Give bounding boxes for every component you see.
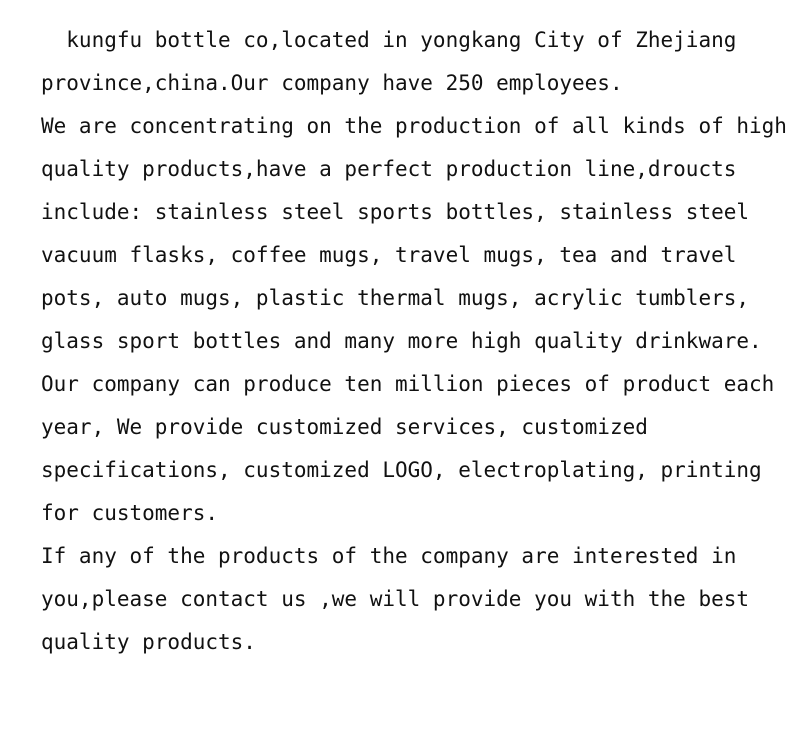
- text-line: year, We provide customized services, customized: [41, 415, 648, 439]
- text-line: We are concentrating on the production of all kinds of high: [41, 114, 787, 138]
- text-line: pots, auto mugs, plastic thermal mugs, acrylic tumblers,: [41, 286, 750, 310]
- text-line: vacuum flasks, coffee mugs, travel mugs, tea and travel: [41, 243, 737, 267]
- text-line: for customers.: [41, 501, 219, 525]
- text-line: specifications, customized LOGO, electroplating, printing: [41, 458, 762, 482]
- text-line: kungfu bottle co,located in yongkang City of Zhejiang: [41, 28, 737, 52]
- text-line: glass sport bottles and many more high quality drinkware.: [41, 329, 762, 353]
- text-line: quality products.: [41, 630, 256, 654]
- text-line: you,please contact us ,we will provide you with the best: [41, 587, 750, 611]
- text-line: Our company can produce ten million pieces of product each: [41, 372, 775, 396]
- text-line: If any of the products of the company are interested in: [41, 544, 737, 568]
- text-line: quality products,have a perfect production line,droucts: [41, 157, 737, 181]
- text-line: province,china.Our company have 250 employees.: [41, 71, 623, 95]
- text-line: include: stainless steel sports bottles, stainless steel: [41, 200, 750, 224]
